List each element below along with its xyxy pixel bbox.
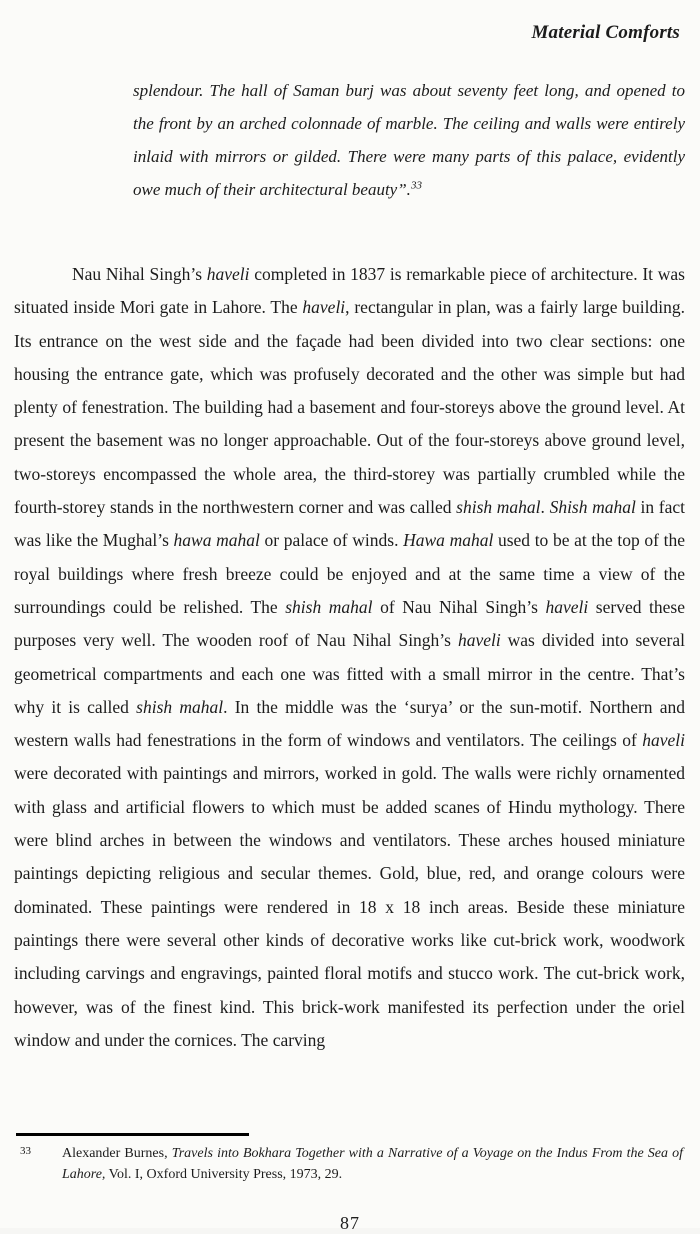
footnote xyxy=(16,1143,683,1185)
page-number: 87 xyxy=(340,1213,360,1233)
footnote-marker: 33 xyxy=(20,1145,31,1157)
running-header-title: Material Comforts xyxy=(531,22,680,43)
footnote-divider xyxy=(16,1133,249,1136)
footnote-text: Alexander Burnes, Travels into Bokhara Together with a Narrative of a Voyage on the Indus From the Sea of Lahore, Vol. I, Oxford University Press, 1973, 29. xyxy=(62,1146,684,1182)
body-paragraph: Nau Nihal Singh’s haveli completed in 1837 is remarkable piece of architecture. It was situated inside Mori gate in Lahore. The haveli, rectangular in plan, was a fairly large building. Its entrance on the west side and the façade had been divided into two clear sections: one housing the entrance gate, which was profusely decorated and the other was simple but had plenty of fenestration. The building had a basement and four-storeys above the ground level. At present the basement was no longer approachable. Out of the four-storeys above ground level, two-storeys encompassed the whole area, the third-storey was partially crumbled while the fourth-storey stands in the northwestern corner and was called shish mahal. Shish mahal in fact was like the Mughal’s hawa mahal or palace of winds. Hawa mahal used to be at the top of the royal buildings where fresh breeze could be enjoyed and at the same time a view of the surroundings could be relished. The shish mahal of Nau Nihal Singh’s haveli served these purposes very well. The wooden roof of Nau Nihal Singh’s haveli was divided into several geometrical compartments and each one was fitted with a small mirror in the centre. That’s why it is called shish mahal. In the middle was the ‘surya’ or the sun-motif. Northern and western walls had fenestrations in the form of windows and ventilators. The ceilings of haveli were decorated with paintings and mirrors, worked in gold. The walls were richly ornamented with glass and artificial flowers to which must be added scanes of Hindu mythology. There were blind arches in between the windows and ventilators. These arches housed miniature paintings depicting religious and secular themes. Gold, blue, red, and orange colours were dominated. These paintings were rendered in 18 x 18 inch areas. Beside these miniature paintings there were several other kinds of decorative works like cut-brick work, woodwork including carvings and engravings, painted floral motifs and stucco work. The cut-brick work, however, was of the finest kind. This brick-work manifested its perfection under the oriel window and under the cornices. The carving xyxy=(14,264,686,1050)
block-quote: splendour. The hall of Saman burj was about seventy feet long, and opened to the front by an arched colonnade of marble. The ceiling and walls were entirely inlaid with mirrors or gilded. There were many parts of this palace, evidently owe much of their architectural beauty”.$^{33}$ xyxy=(133,81,685,199)
